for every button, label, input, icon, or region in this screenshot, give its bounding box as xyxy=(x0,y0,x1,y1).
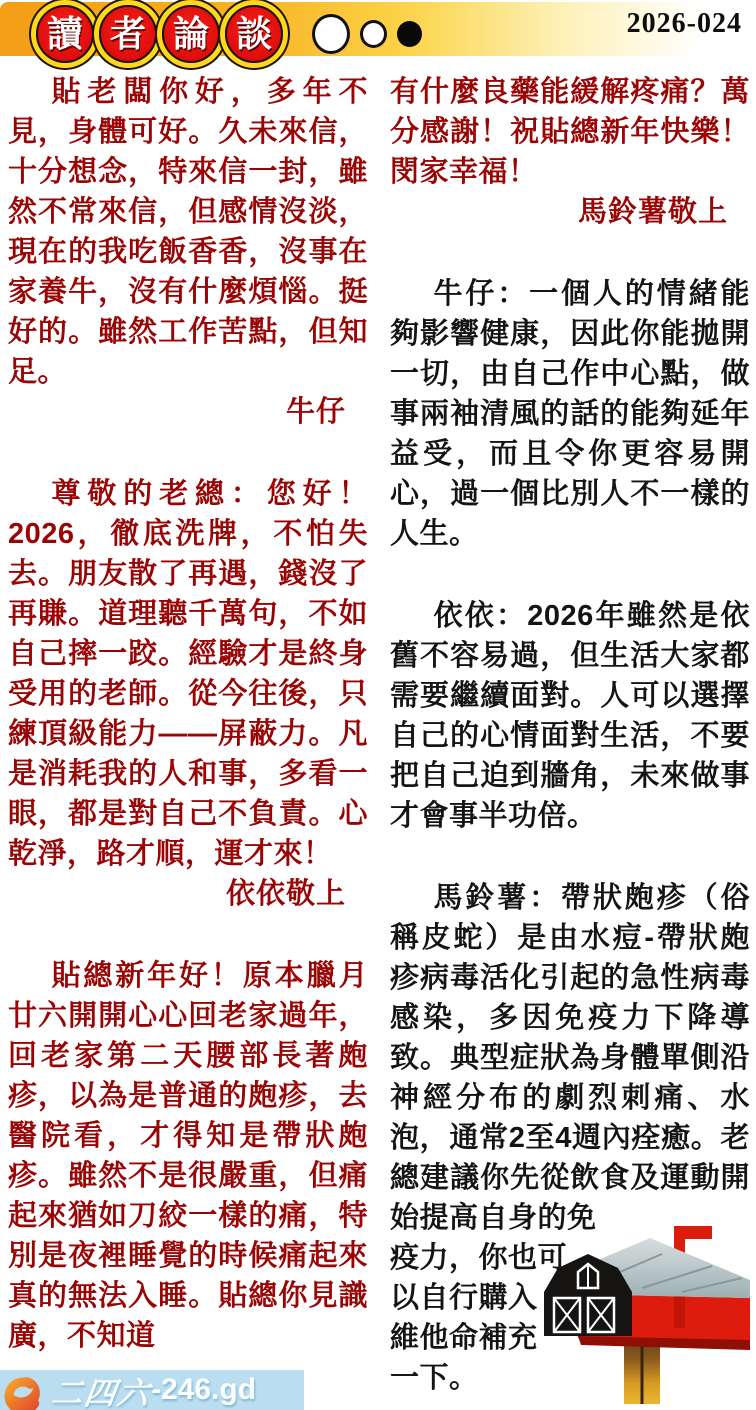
header-bullets xyxy=(312,14,422,54)
reply-to-malingshu xyxy=(390,878,750,1398)
circle-filled-icon xyxy=(397,21,422,47)
letter3-signature: 馬鈴薯敬上 xyxy=(577,196,728,228)
letter1-text: 貼老闆你好，多年不見，身體可好。久未來信，十分想念，特來信一封，雖然不常來信，但感情沒淡，現在的我吃飯香香，沒事在家養牛，沒有什麼煩惱。挺好的。雖然工作苦點，但知足。 xyxy=(8,76,368,388)
masthead-char: 者 xyxy=(109,13,146,54)
masthead-badge-4 xyxy=(225,5,283,63)
reply3-wrap-line: 維他命補充 xyxy=(390,1322,538,1354)
letter2-signature: 依依敬上 xyxy=(225,878,346,910)
246-logo-icon xyxy=(4,1371,44,1410)
footer-logo-chinese: 二四六 xyxy=(49,1375,154,1410)
masthead-badge-2 xyxy=(99,5,157,63)
footer-logo-band xyxy=(0,1370,304,1410)
circle-outline-large-icon xyxy=(312,14,350,54)
letter1-signature: 牛仔 xyxy=(285,396,346,428)
issue-code: 2026-024 xyxy=(626,8,742,39)
reply3-wrap-line: 一下。 xyxy=(390,1362,479,1394)
reply3-wrap-line: 疫力，你也可 xyxy=(390,1242,568,1274)
circle-outline-small-icon xyxy=(360,20,387,48)
letter3-text-part2: 有什麼良藥能緩解疼痛？萬分感謝！祝貼總新年快樂！閔家幸福！ xyxy=(390,76,750,188)
reply3-wrap-line: 以自行購入 xyxy=(390,1282,538,1314)
spacer xyxy=(390,554,750,596)
masthead-char: 讀 xyxy=(46,13,83,54)
right-column xyxy=(390,72,750,1410)
spacer xyxy=(390,836,750,878)
left-column xyxy=(8,72,368,1410)
masthead-badge-3 xyxy=(162,5,220,63)
letter2-text: 尊敬的老總：您好！2026，徹底洗牌，不怕失去。朋友散了再遇，錢沒了再賺。道理聽千萬句，不如自己摔一跤。經驗才是終身受用的老師。從今往後，只練頂級能力——屏蔽力。凡是消耗我的人和事，多看一眼，都是對自己不負責。心乾淨，路才順，運才來！ xyxy=(8,478,368,870)
reply-to-yiyi: 依依：2026年雖然是依舊不容易過，但生活大家都需要繼續面對。人可以選擇自己的心情面對生活，不要把自己迫到牆角，未來做事才會事半功倍。 xyxy=(390,600,750,832)
footer-logo-domain: -246.gd xyxy=(151,1373,257,1406)
reply3-text-full: 馬鈴薯：帶狀皰疹（俗稱皮蛇）是由水痘-帶狀皰疹病毒活化引起的急性病毒感染，多因免疫力下降導致。典型症狀為身體單側沿神經分布的劇烈刺痛、水泡，通常2至4週內痊癒。老總建議你先從飲食及運動開始提高自身的免 xyxy=(390,882,750,1234)
article-body xyxy=(0,72,756,1410)
masthead-char: 談 xyxy=(235,13,272,54)
letter3-text-part1: 貼總新年好！原本臘月廿六開開心心回老家過年，回老家第二天腰部長著皰疹，以為是普通的皰疹，去醫院看，才得知是帶狀皰疹。雖然不是很嚴重，但痛起來猶如刀絞一樣的痛，特別是夜裡睡覺的時候痛起來真的無法入睡。貼總你見識廣，不知道 xyxy=(8,960,368,1352)
masthead-char: 論 xyxy=(172,13,209,54)
barn-mailbox-image xyxy=(532,1222,754,1404)
masthead-badge-1 xyxy=(36,5,94,63)
reply-to-niuzai: 牛仔：一個人的情緒能夠影響健康，因此你能拋開一切，由自己作中心點，做事兩袖清風的話的能夠延年益受，而且令你更容易開心，過一個比別人不一樣的人生。 xyxy=(390,278,750,550)
masthead xyxy=(36,5,283,63)
